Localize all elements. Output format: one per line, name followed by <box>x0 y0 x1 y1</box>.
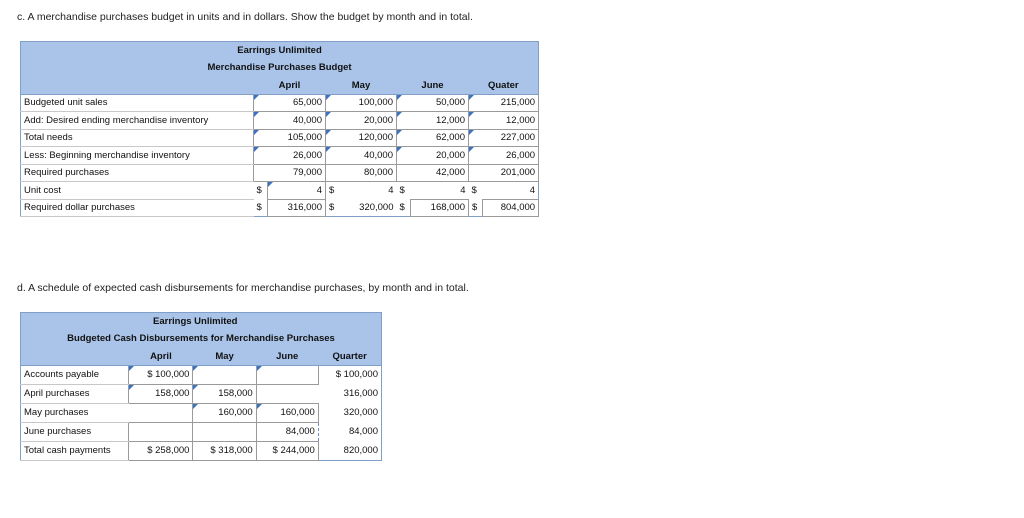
table-row <box>21 164 539 182</box>
company-name: Earrings Unlimited <box>21 42 539 60</box>
currency-symbol: $ <box>471 185 477 196</box>
company-name: Earrings Unlimited <box>21 313 382 331</box>
input-cell[interactable]: 12,000 <box>397 112 469 130</box>
input-cell[interactable]: 4 <box>460 184 466 196</box>
input-cell[interactable]: 158,000 <box>129 384 193 403</box>
total-cell: 84,000 <box>348 426 378 437</box>
row-label: Accounts payable <box>21 365 129 384</box>
table-row <box>21 199 539 217</box>
input-cell[interactable]: 26,000 <box>469 147 539 165</box>
input-cell[interactable]: 804,000 <box>483 199 539 217</box>
input-cell[interactable]: 62,000 <box>397 129 469 147</box>
column-header-april: April <box>129 348 193 366</box>
row-label: Less: Beginning merchandise inventory <box>21 147 254 165</box>
empty-cell <box>256 384 318 403</box>
input-cell[interactable]: 20,000 <box>397 147 469 165</box>
table-row <box>21 147 539 165</box>
currency-symbol: $ <box>399 202 405 213</box>
table-row <box>21 365 382 384</box>
input-cell[interactable]: 40,000 <box>326 147 397 165</box>
input-cell[interactable]: 12,000 <box>469 112 539 130</box>
input-cell[interactable]: 160,000 <box>193 403 256 422</box>
row-label: Total cash payments <box>21 441 129 460</box>
input-cell[interactable]: $ 318,000 <box>193 441 256 460</box>
input-cell[interactable]: 26,000 <box>254 147 326 165</box>
row-label: Budgeted unit sales <box>21 94 254 112</box>
row-label: April purchases <box>21 384 129 403</box>
schedule-title: Budgeted Cash Disbursements for Merchandise Purchases <box>21 330 382 348</box>
input-cell[interactable]: 40,000 <box>254 112 326 130</box>
row-label: Unit cost <box>21 182 254 200</box>
total-cell: 820,000 <box>343 444 378 456</box>
input-cell[interactable]: 105,000 <box>254 129 326 147</box>
input-cell[interactable]: 215,000 <box>469 94 539 112</box>
table-row <box>21 441 382 460</box>
budget-title: Merchandise Purchases Budget <box>21 59 539 77</box>
table-row <box>21 94 539 112</box>
row-label: Required purchases <box>21 164 254 182</box>
table-row <box>21 129 539 147</box>
input-cell[interactable]: 50,000 <box>397 94 469 112</box>
currency-symbol: $ <box>329 202 335 213</box>
total-cell: 316,000 <box>343 388 378 399</box>
column-header-april: April <box>254 77 326 95</box>
input-cell[interactable]: $ 244,000 <box>256 441 318 460</box>
input-cell[interactable] <box>193 422 256 441</box>
input-cell[interactable]: 4 <box>529 184 536 196</box>
table-row <box>21 422 382 441</box>
cash-disbursements-table <box>20 312 382 461</box>
column-header-june: June <box>397 77 469 95</box>
section-d-instruction: d. A schedule of expected cash disbursements for merchandise purchases, by month and in total. <box>17 282 469 294</box>
currency-symbol: $ <box>399 185 405 196</box>
row-label: Required dollar purchases <box>21 199 254 217</box>
row-label: May purchases <box>21 403 129 422</box>
input-cell[interactable]: 80,000 <box>326 164 397 182</box>
input-cell[interactable]: 4 <box>268 182 326 200</box>
input-cell[interactable]: $ 258,000 <box>129 441 193 460</box>
section-c-instruction: c. A merchandise purchases budget in units and in dollars. Show the budget by month and in total. <box>17 11 473 23</box>
currency-symbol: $ <box>472 202 478 213</box>
input-cell[interactable]: 316,000 <box>268 199 326 217</box>
currency-symbol: $ <box>329 185 335 196</box>
input-cell[interactable]: 42,000 <box>397 164 469 182</box>
input-cell[interactable]: 120,000 <box>326 129 397 147</box>
input-cell[interactable] <box>193 365 256 384</box>
table-row <box>21 403 382 422</box>
column-header-quarter: Quater <box>469 77 539 95</box>
row-label: Add: Desired ending merchandise inventory <box>21 112 254 130</box>
column-header-may: May <box>326 77 397 95</box>
table-row <box>21 112 539 130</box>
input-cell[interactable]: 201,000 <box>469 164 539 182</box>
currency-symbol: $ <box>256 202 262 213</box>
table-row <box>21 182 539 200</box>
input-cell[interactable]: 20,000 <box>326 112 397 130</box>
merchandise-purchases-budget-table <box>20 41 539 217</box>
row-label: June purchases <box>21 422 129 441</box>
column-header-june: June <box>256 348 318 366</box>
currency-symbol: $ <box>256 185 262 196</box>
input-cell[interactable]: 320,000 <box>359 202 394 213</box>
row-label: Total needs <box>21 129 254 147</box>
input-cell[interactable]: 4 <box>388 185 394 196</box>
input-cell[interactable]: $ 100,000 <box>129 365 193 384</box>
total-cell: 320,000 <box>343 407 378 418</box>
total-cell: $ 100,000 <box>335 369 378 381</box>
empty-cell <box>129 403 193 422</box>
input-cell[interactable]: 227,000 <box>469 129 539 147</box>
column-header-may: May <box>193 348 256 366</box>
input-cell[interactable]: 158,000 <box>193 384 256 403</box>
input-cell[interactable]: 100,000 <box>326 94 397 112</box>
input-cell[interactable]: 84,000 <box>256 422 318 441</box>
input-cell[interactable] <box>256 365 318 384</box>
column-header-quarter: Quarter <box>318 348 381 366</box>
input-cell[interactable] <box>129 422 193 441</box>
input-cell[interactable]: 79,000 <box>254 164 326 182</box>
table-row <box>21 384 382 403</box>
input-cell[interactable]: 168,000 <box>411 199 469 217</box>
input-cell[interactable]: 65,000 <box>254 94 326 112</box>
input-cell[interactable]: 160,000 <box>256 403 318 422</box>
